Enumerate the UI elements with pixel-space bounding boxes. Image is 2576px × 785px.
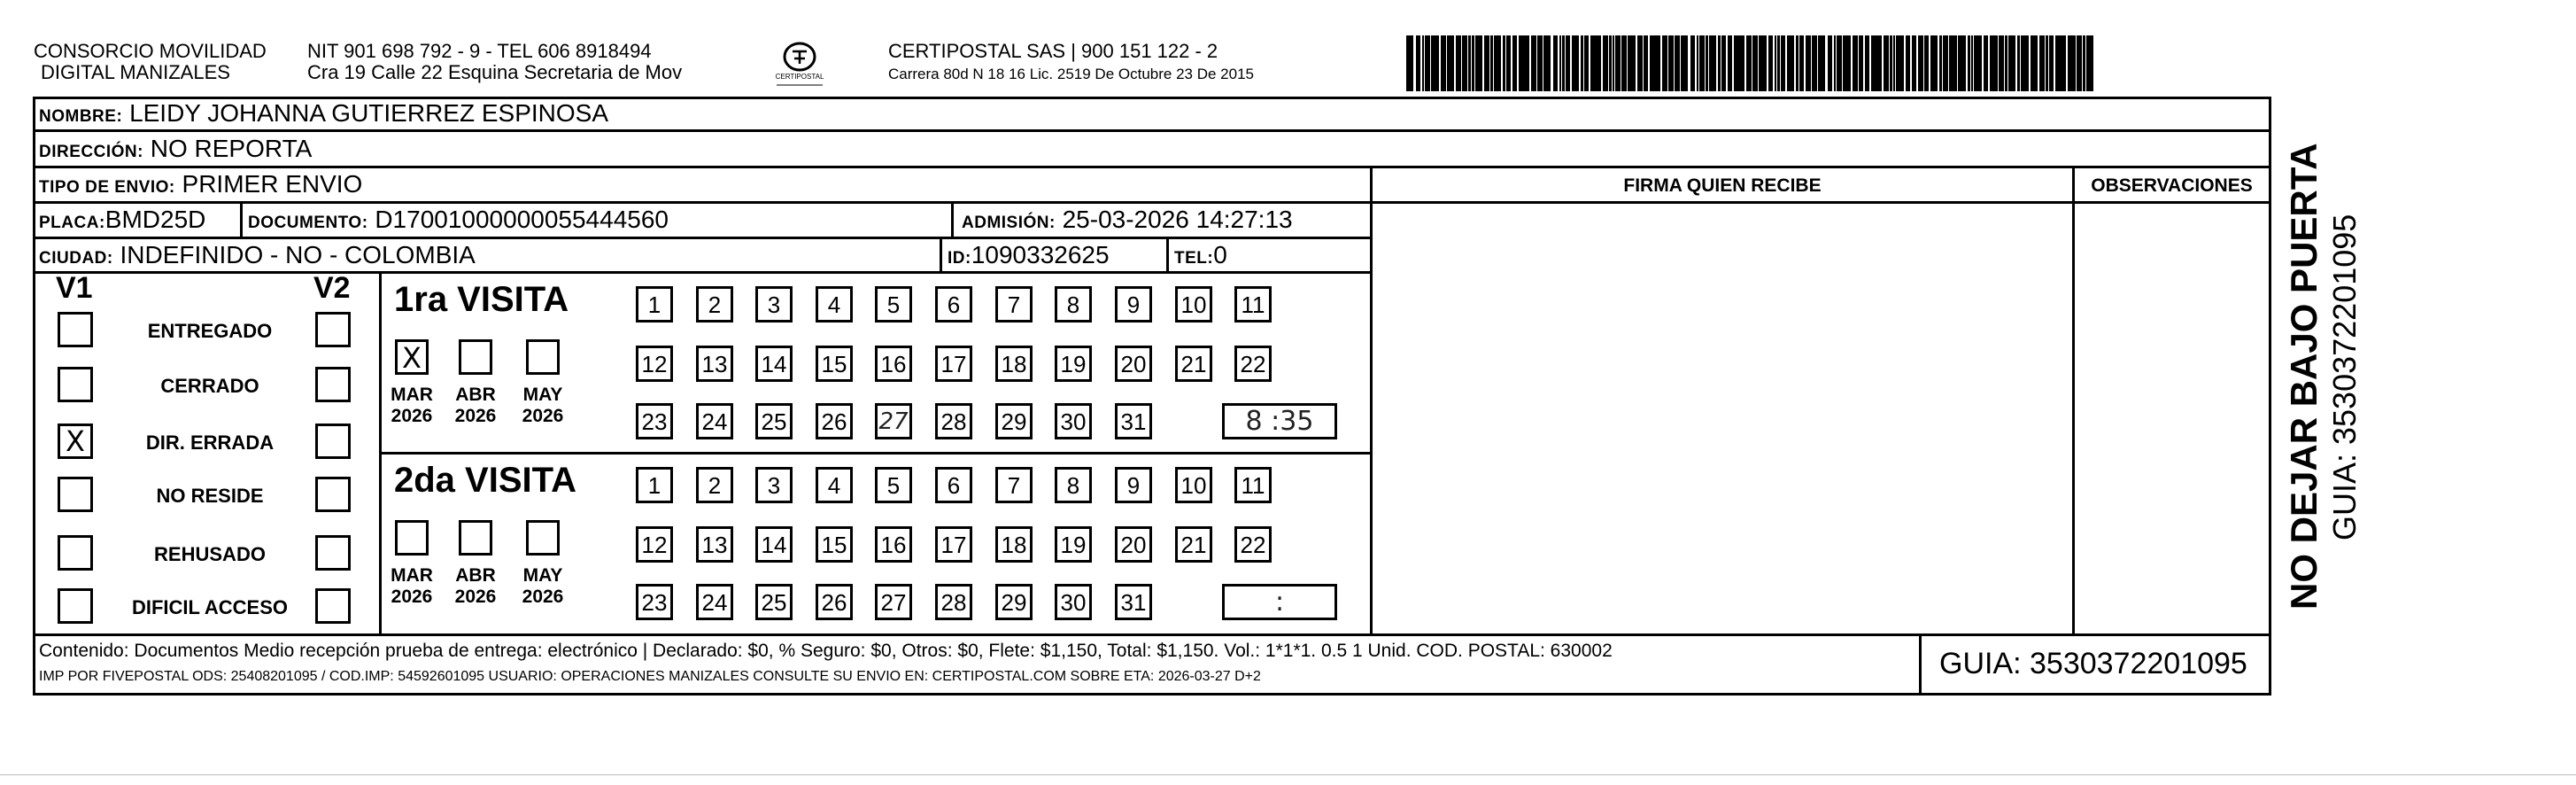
logo-text: CERTIPOSTAL (775, 73, 824, 81)
company-name-line2: DIGITAL MANIZALES (41, 61, 230, 83)
month-checkbox[interactable] (395, 520, 429, 556)
day-box[interactable]: 29 (995, 584, 1033, 620)
v1-checkbox[interactable] (58, 535, 93, 571)
month-checkbox[interactable] (526, 520, 560, 556)
day-box[interactable]: 26 (816, 403, 853, 439)
status-label: REHUSADO (154, 543, 266, 565)
time-field[interactable]: : (1222, 584, 1337, 620)
id-value: 1090332625 (971, 241, 1110, 268)
month-checkbox[interactable] (526, 339, 560, 375)
day-box[interactable]: 17 (935, 526, 972, 563)
documento-value: D17001000000055444560 (375, 206, 669, 233)
documento-label: DOCUMENTO: (248, 214, 368, 232)
month-label (449, 385, 502, 427)
day-box[interactable]: 11 (1234, 286, 1272, 323)
month-label (385, 385, 438, 427)
day-box[interactable]: 12 (636, 346, 673, 382)
day-box[interactable]: 30 (1055, 403, 1092, 439)
v2-checkbox[interactable] (315, 424, 351, 459)
placa-label: PLACA: (39, 214, 105, 232)
month-name: MAY (522, 385, 563, 405)
month-label (449, 565, 502, 608)
month-checkbox[interactable] (459, 520, 492, 556)
day-box[interactable]: 9 (1115, 286, 1152, 323)
day-box[interactable]: 6 (935, 286, 972, 323)
day-box[interactable]: 28 (935, 403, 972, 439)
day-box[interactable]: 27 (875, 584, 912, 620)
v1-checkbox[interactable] (58, 312, 93, 347)
day-box[interactable]: 29 (995, 403, 1033, 439)
nit-line: NIT 901 698 792 - 9 - TEL 606 8918494 (307, 40, 652, 62)
address-line: Cra 19 Calle 22 Esquina Secretaria de Mov (307, 61, 683, 83)
day-box[interactable]: 7 (995, 286, 1033, 323)
day-box[interactable]: 24 (696, 584, 733, 620)
day-box[interactable]: 28 (935, 584, 972, 620)
day-box[interactable]: 5 (875, 467, 912, 503)
day-box[interactable]: 16 (875, 526, 912, 563)
day-box[interactable]: 19 (1055, 526, 1092, 563)
tel-value: 0 (1213, 241, 1227, 268)
day-box[interactable]: 17 (935, 346, 972, 382)
company-name-line1: CONSORCIO MOVILIDAD (34, 40, 267, 62)
day-box[interactable]: 9 (1115, 467, 1152, 503)
day-box[interactable]: 2 (696, 286, 733, 323)
month-name: MAR (391, 565, 433, 586)
v2-checkbox[interactable] (315, 312, 351, 347)
day-box[interactable]: 18 (995, 526, 1033, 563)
v1-header: V1 (56, 271, 93, 305)
month-year: 2026 (522, 587, 564, 607)
status-label: ENTREGADO (147, 320, 273, 342)
visit-title: 1ra VISITA (394, 280, 569, 319)
day-box[interactable]: 21 (1175, 526, 1212, 563)
documento-field (248, 206, 669, 237)
contenido-line: Contenido: Documentos Medio recepción prueba de entrega: electrónico | Declarado: $0, % Seguro: $0, Otros: $0, Flete: $1,150, Total: $1,150. Vol.: 1*1*1. 0.5 1 Unid. COD. POSTAL: 630002 (39, 641, 1613, 661)
status-label: DIFICIL ACCESO (131, 596, 288, 618)
day-box[interactable]: 27 (875, 403, 912, 439)
day-box[interactable]: 1 (636, 286, 673, 323)
tel-label: TEL: (1174, 249, 1214, 268)
day-box[interactable]: 3 (755, 286, 793, 323)
ciudad-label: CIUDAD: (39, 249, 113, 268)
day-box[interactable]: 8 (1055, 286, 1092, 323)
day-box[interactable]: 23 (636, 403, 673, 439)
month-checkbox[interactable] (459, 339, 492, 375)
tipo-envio-field (39, 171, 362, 201)
month-year: 2026 (391, 406, 433, 426)
month-year: 2026 (454, 406, 497, 426)
day-box[interactable]: 15 (816, 346, 853, 382)
month-label (385, 565, 438, 608)
day-box[interactable]: 11 (1234, 467, 1272, 503)
v2-checkbox[interactable] (315, 588, 351, 624)
day-box[interactable]: 22 (1234, 346, 1272, 382)
day-box[interactable]: 10 (1175, 286, 1212, 323)
observaciones-area[interactable] (2075, 204, 2269, 633)
day-box[interactable]: 16 (875, 346, 912, 382)
day-box[interactable]: 24 (696, 403, 733, 439)
ciudad-value: INDEFINIDO - NO - COLOMBIA (120, 241, 476, 268)
status-label: NO RESIDE (156, 485, 264, 507)
nombre-field (39, 100, 608, 130)
id-label: ID: (948, 249, 971, 268)
direccion-label: DIRECCIÓN: (39, 143, 143, 161)
day-box[interactable]: 26 (816, 584, 853, 620)
day-box[interactable]: 8 (1055, 467, 1092, 503)
month-label (516, 385, 569, 427)
v1-checkbox[interactable] (58, 477, 93, 512)
day-box[interactable]: 1 (636, 467, 673, 503)
placa-field (39, 206, 205, 237)
day-box[interactable]: 13 (696, 346, 733, 382)
visit-title: 2da VISITA (394, 461, 576, 500)
day-box[interactable]: 18 (995, 346, 1033, 382)
day-box[interactable]: 14 (755, 346, 793, 382)
month-name: MAR (391, 385, 433, 405)
side-guia: GUIA: 3530372201095 (2326, 214, 2363, 540)
day-box[interactable]: 4 (816, 467, 853, 503)
status-label: DIR. ERRADA (145, 431, 275, 454)
id-field (948, 242, 1110, 272)
v1-checkbox[interactable] (58, 367, 93, 402)
month-checkbox[interactable]: X (395, 339, 429, 375)
certipostal-logo (773, 39, 826, 90)
direccion-field (39, 136, 312, 166)
month-year: 2026 (522, 406, 564, 426)
no-dejar-bajo-puerta: NO DEJAR BAJO PUERTA (2283, 143, 2325, 610)
admision-label: ADMISIÓN: (962, 214, 1056, 232)
status-label: CERRADO (160, 375, 259, 397)
direccion-value: NO REPORTA (150, 135, 313, 162)
day-box[interactable]: 21 (1175, 346, 1212, 382)
admision-value: 25-03-2026 14:27:13 (1062, 206, 1293, 233)
day-box[interactable]: 2 (696, 467, 733, 503)
day-box[interactable]: 14 (755, 526, 793, 563)
day-box[interactable]: 22 (1234, 526, 1272, 563)
firma-area[interactable] (1373, 204, 2072, 633)
nombre-value: LEIDY JOHANNA GUTIERREZ ESPINOSA (129, 99, 609, 127)
month-name: MAY (522, 565, 563, 586)
barcode (1406, 35, 2097, 91)
ciudad-field (39, 242, 476, 272)
tipo-envio-label: TIPO DE ENVIO: (39, 178, 175, 197)
day-box[interactable]: 20 (1115, 346, 1152, 382)
v2-checkbox[interactable] (315, 535, 351, 571)
month-name: ABR (455, 385, 496, 405)
v2-header: V2 (313, 271, 351, 305)
v1-checkbox[interactable] (58, 588, 93, 624)
day-box[interactable]: 25 (755, 403, 793, 439)
day-box[interactable]: 4 (816, 286, 853, 323)
day-box[interactable]: 15 (816, 526, 853, 563)
day-box[interactable]: 30 (1055, 584, 1092, 620)
month-label (516, 565, 569, 608)
day-box[interactable]: 10 (1175, 467, 1212, 503)
day-box[interactable]: 23 (636, 584, 673, 620)
tipo-envio-value: PRIMER ENVIO (182, 170, 363, 198)
observaciones-header: OBSERVACIONES (2091, 175, 2253, 196)
day-box[interactable]: 20 (1115, 526, 1152, 563)
v1-checkbox[interactable]: X (58, 424, 93, 459)
day-box[interactable]: 25 (755, 584, 793, 620)
day-box[interactable]: 5 (875, 286, 912, 323)
carrier-line: CERTIPOSTAL SAS | 900 151 122 - 2 (888, 40, 1218, 62)
v2-checkbox[interactable] (315, 477, 351, 512)
admision-field (962, 206, 1293, 237)
month-year: 2026 (454, 587, 497, 607)
firma-header: FIRMA QUIEN RECIBE (1623, 175, 1822, 196)
carrier-license: Carrera 80d N 18 16 Lic. 2519 De Octubre 23 De 2015 (888, 66, 1254, 82)
placa-value: BMD25D (104, 206, 206, 233)
time-field[interactable]: 8 :35 (1222, 403, 1337, 439)
day-box[interactable]: 7 (995, 467, 1033, 503)
day-box[interactable]: 31 (1115, 584, 1152, 620)
tel-field (1174, 242, 1227, 272)
impresion-line: IMP POR FIVEPOSTAL ODS: 25408201095 / COD.IMP: 54592601095 USUARIO: OPERACIONES MANIZALES CONSULTE SU ENVIO EN: CERTIPOSTAL.COM SOBRE ETA: 2026-03-27 D+2 (39, 669, 1261, 684)
guia-number: GUIA: 3530372201095 (1939, 647, 2247, 680)
v2-checkbox[interactable] (315, 367, 351, 402)
month-year: 2026 (391, 587, 433, 607)
nombre-label: NOMBRE: (39, 107, 123, 126)
month-name: ABR (455, 565, 496, 586)
day-box[interactable]: 19 (1055, 346, 1092, 382)
day-box[interactable]: 31 (1115, 403, 1152, 439)
day-box[interactable]: 13 (696, 526, 733, 563)
day-box[interactable]: 3 (755, 467, 793, 503)
day-box[interactable]: 12 (636, 526, 673, 563)
day-box[interactable]: 6 (935, 467, 972, 503)
